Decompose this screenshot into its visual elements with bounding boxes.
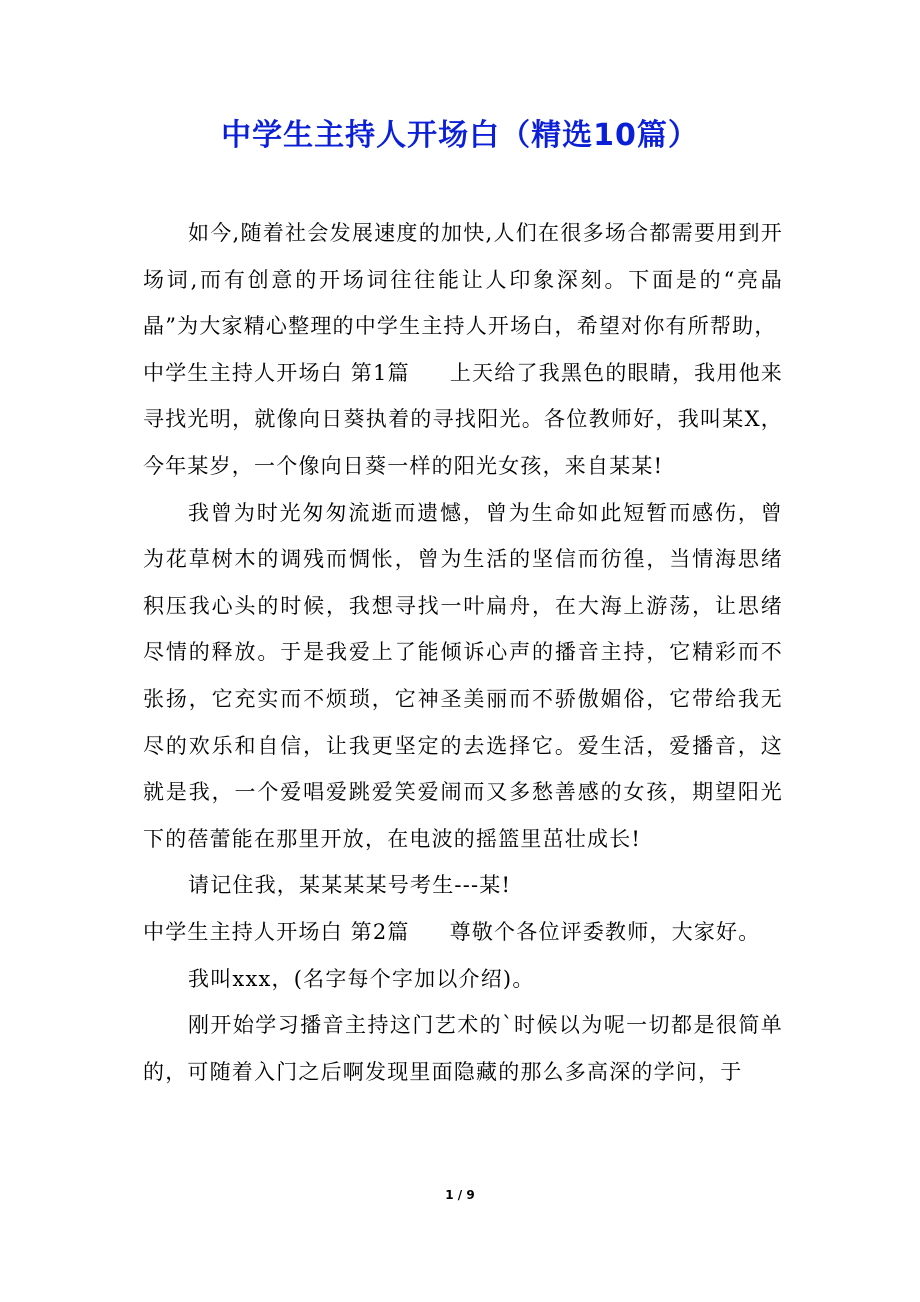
page-number: 1 / 9 (445, 1188, 475, 1202)
body-paragraph: 我曾为时光匆匆流逝而遗憾，曾为生命如此短暂而感伤，曾为花草树木的调残而惆怅，曾为生活的坚信而彷徨，当情海思绪积压我心头的时候，我想寻找一叶扁舟，在大海上游荡，让思绪尽情的释放。于是我爱上了能倾诉心声的播音主持，它精彩而不张扬，它充实而不烦琐，它神圣美丽而不骄傲媚俗，它带给我无尽的欢乐和自信，让我更坚定的去选择它。爱生活，爱播音，这就是我，一个爱唱爱跳爱笑爱闹而又多愁善感的女孩，期望阳光下的蓓蕾能在那里开放，在电波的摇篮里茁壮成长! (143, 500, 783, 851)
document-title: 中学生主持人开场白（精选10篇） (221, 118, 699, 153)
intro-paragraph: 如今,随着社会发展速度的加快,人们在很多场合都需要用到开场词,而有创意的开场词往往能让人印象深刻。下面是的“亮晶晶”为大家精心整理的中学生主持人开场白，希望对你有所帮助， (143, 221, 783, 339)
section-2-label: 中学生主持人开场白 第2篇 (143, 919, 410, 944)
body-paragraph: 请记住我，某某某某号考生---某! (188, 873, 512, 898)
body-paragraph: 我叫xxx，(名字每个字加以介绍)。 (188, 966, 535, 991)
document-body (143, 210, 783, 1095)
section-1-text: 上天给了我黑色的眼睛，我用他来寻找光明，就像向日葵执着的寻找阳光。各位教师好，我叫某X，今年某岁，一个像向日葵一样的阳光女孩，来自某某! (143, 360, 784, 478)
section-1-label: 中学生主持人开场白 第1篇 (143, 360, 410, 385)
body-paragraph: 刚开始学习播音主持这门艺术的`时候以为呢一切都是很简单的，可随着入门之后啊发现里面隐藏的那么多高深的学问，于 (143, 1013, 783, 1084)
section-1-paragraph (143, 350, 783, 490)
section-2-text: 尊敬个各位评委教师，大家好。 (449, 919, 761, 944)
section-2-paragraph (143, 909, 783, 956)
